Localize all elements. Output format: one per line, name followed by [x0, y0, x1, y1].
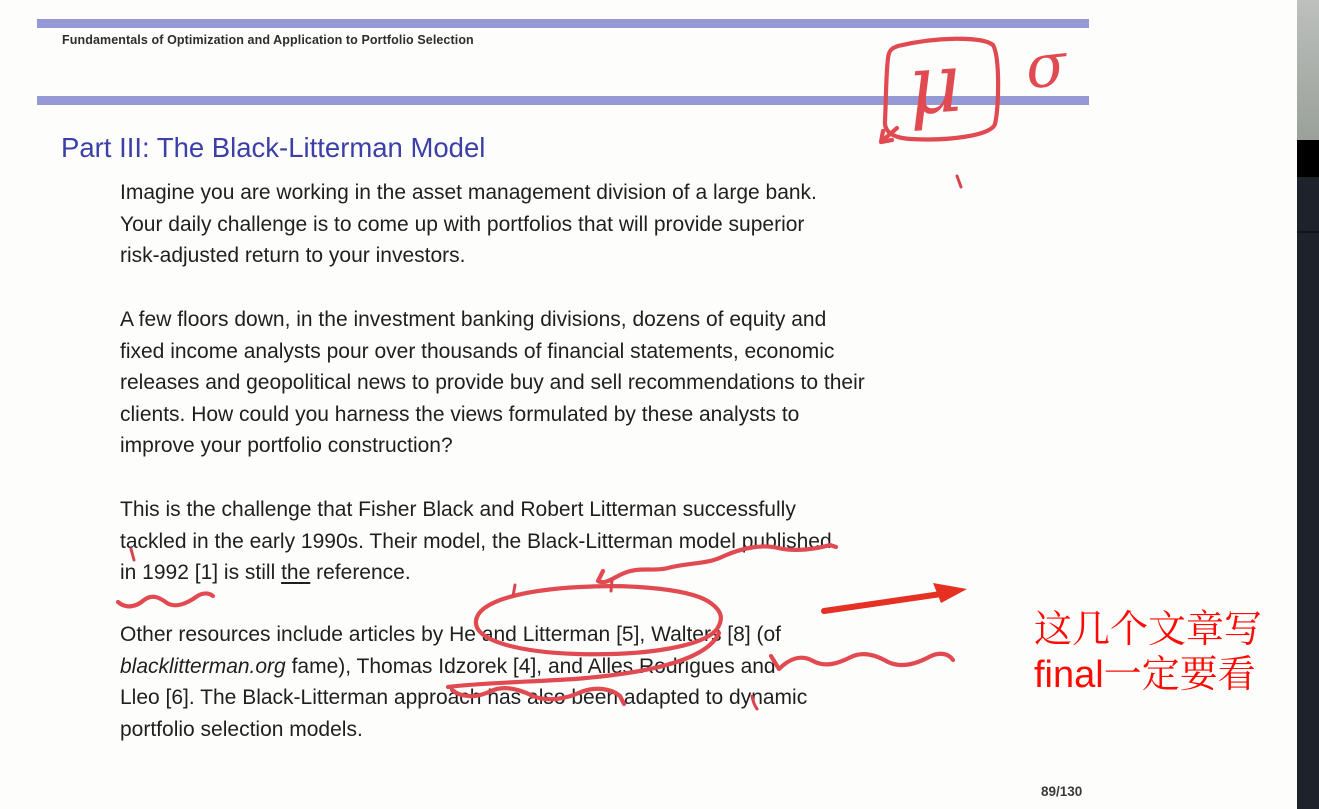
text-line: Lleo [6]. The Black-Litterman approach has also been adapted to dynamic	[120, 686, 808, 710]
scrollbar-thumb[interactable]	[1297, 0, 1319, 140]
page-number: 89/130	[1041, 784, 1083, 799]
note-line-2: final一定要看	[1034, 654, 1256, 696]
pen-tick-after-bank	[957, 176, 961, 187]
text-line: Imagine you are working in the asset management division of a large bank.	[120, 181, 817, 204]
paragraph-intro	[120, 177, 817, 272]
slide-title: Part III: The Black-Litterman Model	[61, 132, 486, 163]
course-header: Fundamentals of Optimization and Application to Portfolio Selection	[62, 33, 474, 47]
paragraph-history	[120, 494, 832, 589]
theme-rule-bottom	[37, 96, 1089, 105]
text-segment: fame), Thomas Idzorek [4], and Alles Rodrigues and	[285, 654, 776, 678]
handwritten-note-chinese	[1034, 608, 1262, 698]
italic-url-text: blacklitterman.org	[120, 654, 286, 678]
text-line: fixed income analysts pour over thousands of financial statements, economic	[120, 339, 835, 363]
text-segment: in 1992 [1] is still	[120, 561, 282, 585]
sigma-annotation: σ	[1022, 29, 1071, 104]
note-line-1: 这几个文章写	[1034, 609, 1263, 651]
text-line: Your daily challenge is to come up with portfolios that will provide superior	[120, 212, 805, 236]
pen-underline-1992	[118, 594, 213, 607]
text-line: This is the challenge that Fisher Black and Robert Litterman successfully	[120, 498, 796, 521]
text-line	[120, 651, 807, 683]
text-line: risk-adjusted return to your investors.	[120, 244, 466, 268]
theme-rule-top	[37, 19, 1089, 28]
arrow-shaft	[824, 594, 941, 611]
red-arrow-to-note	[824, 583, 967, 611]
text-line: clients. How could you harness the views formulated by these analysts to	[120, 402, 800, 426]
text-line: A few floors down, in the investment banking divisions, dozens of equity and	[120, 308, 827, 331]
text-line: portfolio selection models.	[120, 717, 363, 741]
text-line: tackled in the early 1990s. Their model, the Black-Litterman model published	[120, 529, 832, 553]
pen-box-around-mu	[885, 39, 998, 140]
app-edge-panel	[1297, 177, 1319, 809]
mu-annotation: μ	[904, 35, 965, 135]
underlined-word: the	[281, 561, 311, 585]
text-segment: reference.	[310, 561, 411, 585]
arrow-head	[933, 583, 967, 603]
text-line: releases and geopolitical news to provide buy and sell recommendations to their	[120, 371, 865, 395]
edge-black-panel	[1297, 140, 1319, 177]
text-line: improve your portfolio construction?	[120, 434, 453, 458]
paragraph-resources	[120, 619, 807, 745]
pen-box-hook	[881, 128, 897, 142]
edge-panel-divider	[1297, 231, 1319, 233]
paragraph-analysts	[120, 304, 865, 462]
text-line: Other resources include articles by He and Litterman [5], Walters [8] (of	[120, 623, 781, 646]
text-line	[120, 557, 832, 589]
